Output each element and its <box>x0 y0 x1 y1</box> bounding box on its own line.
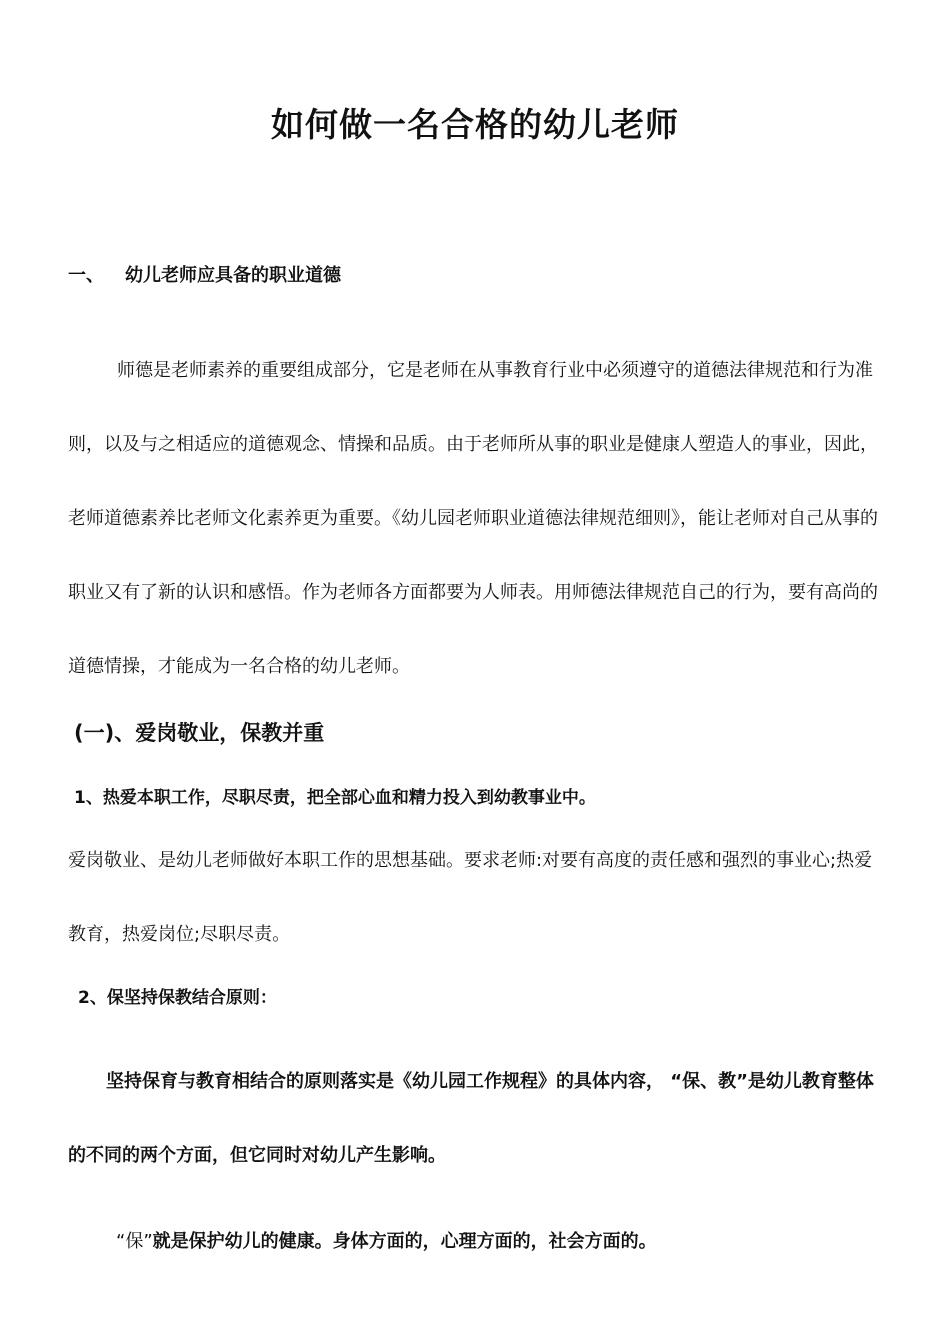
section-number: 一、 <box>68 265 104 286</box>
item-1-heading: 1、热爱本职工作，尽职尽责，把全部心血和精力投入到幼教事业中。 <box>74 788 596 808</box>
subsection-heading: (一)、爱岗敬业，保教并重 <box>74 721 325 745</box>
document-title: 如何做一名合格的幼儿老师 <box>271 105 679 144</box>
item-1-paragraph: 爱岗敬业、是幼儿老师做好本职工作的思想基础。要求老师:对要有高度的责任感和强烈的事业心;热爱教育，热爱岗位;尽职尽责。 <box>68 850 873 945</box>
item-2-heading: 2、保坚持保教结合原则： <box>78 988 277 1008</box>
bao-quote: “保” <box>116 1231 153 1252</box>
section-heading <box>68 262 341 290</box>
bao-text: 就是保护幼儿的健康。身体方面的，心理方面的，社会方面的。 <box>152 1231 657 1252</box>
item-2-paragraph: 坚持保育与教育相结合的原则落实是《幼儿园工作规程》的具体内容， “保、教”是幼儿教育整体的不同的两个方面，但它同时对幼儿产生影响。 <box>68 1071 874 1166</box>
bao-paragraph <box>116 1205 886 1279</box>
section-heading-text: 幼儿老师应具备的职业道德 <box>125 265 341 286</box>
intro-paragraph: 师德是老师素养的重要组成部分，它是老师在从事教育行业中必须遵守的道德法律规范和行为准则，以及与之相适应的道德观念、情操和品质。由于老师所从事的职业是健康人塑造人的事业，因此，老师道德素养比老师文化素养更为重要。《幼儿园老师职业道德法律规范细则》，能让老师对自己从事的职业又有了新的认识和感悟。作为老师各方面都要为人师表。用师德法律规范自己的行为，要有高尚的道德情操，才能成为一名合格的幼儿老师。 <box>68 360 878 677</box>
